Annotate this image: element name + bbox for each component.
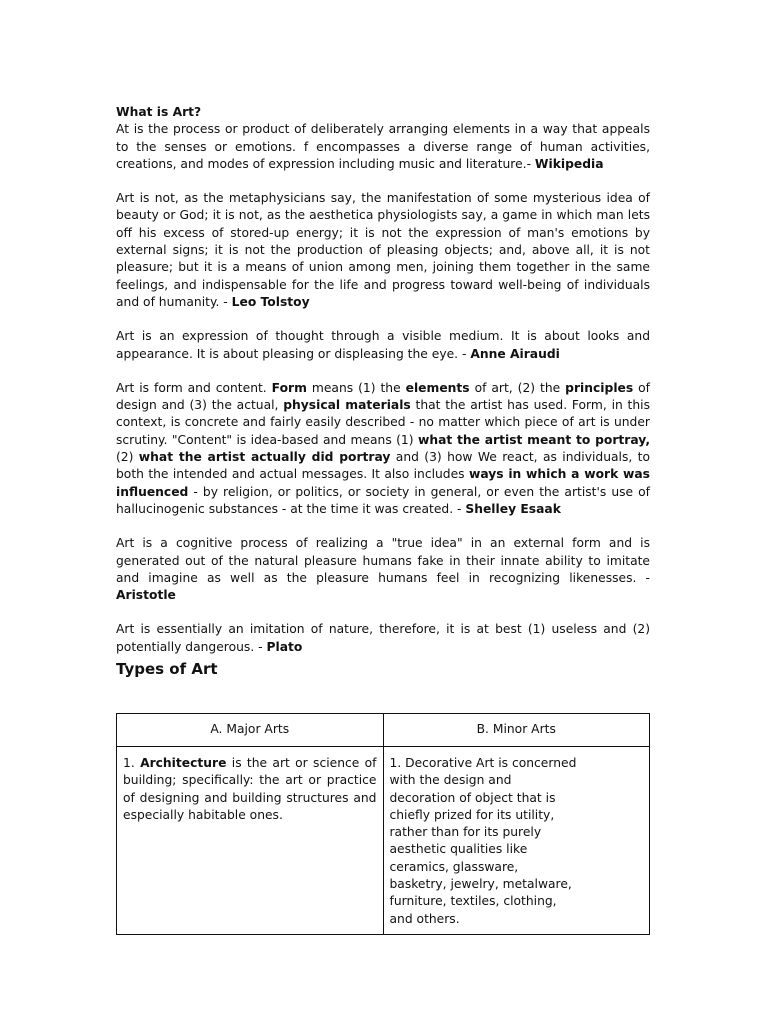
definition-paragraph — [116, 190, 650, 311]
definition-source: Leo Tolstoy — [231, 294, 310, 309]
definition-text: At is the process or product of deliberately arranging elements in a way that appeals to the senses or emotions. f encompasses a diverse range of human activities, creations, and modes of expression including music and literature.- — [116, 122, 650, 171]
cell-text: is the art or science of building; specifically: the art or practice of designing and building structures and especially habitable ones. — [123, 756, 377, 822]
text-fragment: of design and (3) the actual, — [116, 380, 651, 413]
form-content-paragraph — [116, 380, 650, 518]
document-body — [116, 104, 650, 673]
definition-source: Plato — [266, 639, 303, 654]
table-header-row — [117, 714, 650, 747]
minor-arts-cell: 1. Decorative Art is concerned with the design and decoration of object that is chiefly prized for its utility, rather than for its purely aesthetic qualities like ceramics, glassware, basketry, jewelry, metalware, furniture, textiles, clothing, and others. — [383, 747, 650, 935]
definition-source: Wikipedia — [534, 156, 604, 171]
definition-paragraph — [116, 535, 650, 604]
text-fragment: means (1) the — [306, 380, 406, 395]
text-fragment: and (3) how We react, as individuals, to both the intended and actual messages. It also includes — [116, 450, 650, 482]
emphasis-term: physical materials — [283, 398, 411, 413]
major-arts-header: A. Major Arts — [117, 714, 384, 747]
list-number: 1. — [123, 756, 141, 770]
text-fragment: that the artist has used. Form, in this context, is concrete and fairly easily described - no matter which piece of art is under scrutiny. "Content" is idea-based and means (1) — [116, 398, 650, 447]
major-arts-cell — [117, 747, 384, 935]
definition-source: Aristotle — [116, 588, 176, 603]
emphasis-term: Architecture — [140, 756, 227, 770]
table-row — [117, 747, 650, 935]
text-fragment: Art is form and content. — [116, 380, 272, 395]
types-of-art-heading: Types of Art — [116, 660, 218, 678]
page-heading: What is Art? — [116, 105, 202, 119]
text-fragment: of art, (2) the — [469, 380, 566, 395]
emphasis-term: Form — [271, 380, 307, 395]
emphasis-term: principles — [565, 380, 634, 395]
emphasis-term: elements — [405, 380, 470, 395]
text-fragment: (2) — [116, 450, 139, 465]
text-fragment: - by religion, or politics, or society in general, or even the artist's use of hallucinogenic substances - at the time it was created. - — [116, 484, 650, 516]
definition-paragraph — [116, 328, 650, 363]
arts-table — [116, 713, 650, 935]
definition-source: Anne Airaudi — [470, 346, 560, 361]
minor-arts-header: B. Minor Arts — [383, 714, 650, 747]
definition-text: Art is not, as the metaphysicians say, the manifestation of some mysterious idea of beauty or God; it is not, as the aesthetica physiologists say, a game in which man lets off his excess of stored-up energy; it is not the expression of man's emotions by external signs; it is not the production of pleasing objects; and, above all, it is not pleasure; but it is a means of union among men, joining them together in the same feelings, and indispensable for the life and progress toward well-being of individuals and of humanity. - — [116, 191, 650, 309]
definition-paragraph — [116, 121, 650, 173]
definition-paragraph — [116, 621, 650, 656]
emphasis-term: what the artist meant to portray, — [417, 432, 650, 447]
definition-text: Art is an expression of thought through a visible medium. It is about looks and appearance. It is about pleasing or displeasing the eye. - — [116, 329, 650, 361]
emphasis-term: ways in which a work was influenced — [116, 467, 650, 499]
definition-text: Art is a cognitive process of realizing a "true idea" in an external form and is generated out of the natural pleasure humans fake in their innate ability to imitate and imagine as well as the pleasure humans feel in recognizing likenesses. - — [116, 536, 650, 585]
definition-text: Art is essentially an imitation of nature, therefore, it is at best (1) useless and (2) potentially dangerous. - — [116, 622, 650, 654]
emphasis-term: what the artist actually did portray — [138, 450, 391, 465]
definition-source: Shelley Esaak — [465, 501, 561, 516]
